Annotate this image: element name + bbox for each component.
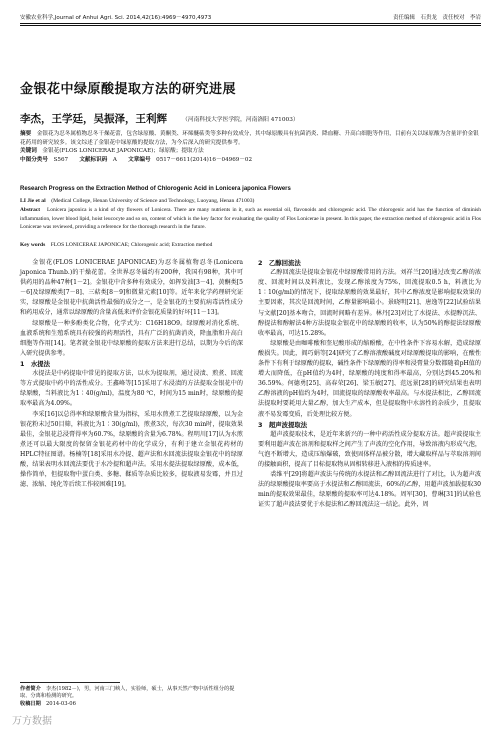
paragraph: 金银花(FLOS LONICERAE JAPONICAE)为忍冬属植物忍冬(Lonicera japonica Thunb.)的干燥花蕾。全世界忍冬属约有200种，我国有98种，其中可供药用的品种47种[1－2]。金银花中含多种有效成分，如挥发油[3－4]、黄酮类[5－6]及绿原酸类[7－8]、三萜类[8－9]和微量元素[10]等。近年来化学药理研究证实，绿原酸是金银花中抗菌活性最强的成分之一，是金银花的主要抗病毒活性成分和药用成分，通常以绿原酸的含量高低来评价金银花质量的好坏[11－13]。 — [20, 259, 243, 317]
received-date-label: 收稿日期 — [20, 700, 41, 707]
english-keywords — [20, 240, 481, 248]
english-abstract — [20, 206, 481, 232]
paragraph: 绿原酸是由咖啡酸和奎尼酸形成的缩酚酸，在中性条件下容易水解，造成绿原酸损失。因此，阎巧娟等[24]研究了乙醇溶液酸碱度对绿原酸提取的影响，在酸性条件下有利于绿原酸的提取，碱性条件下绿原酸的得率和浸膏量分数都随着pH值的增大而降低，在pH值约为4时，绿原酸的纯度和得率最高，分别达到45.20%和36.59%。何德勇[25]、高春荣[26]、梁玉敏[27]、范远景[28]的研究结果也表明乙醇溶液的pH值约为4时，回流提取的绿原酸收率最高。与水提法相比，乙醇回流法提取时要耗用大量乙醇，加大生产成本，但是提取物中水溶性的杂质少，且提取液不易发霉变质，后处理比较方便。 — [258, 339, 481, 418]
abstract-label: 摘要 — [20, 131, 32, 137]
running-header — [20, 10, 481, 24]
section-heading: 2 乙醇回流法 — [258, 259, 301, 267]
right-column — [258, 258, 481, 511]
clc-value: S567 — [53, 156, 69, 163]
english-authors — [20, 196, 254, 204]
english-title: Research Progress on the Extraction Method of Chlorogenic Acid in Lonicera japonica Flowers — [20, 186, 291, 192]
english-keywords-text: FLOS LONICERAE JAPONICAE; Chlorogenic acid; Extraction method — [50, 242, 213, 248]
abstract-text: 金银花为忍冬属植物忍冬干燥花蕾，包含绿原酸、黄酮类、环烯醚萜类等多种有效成分，其中绿原酸具有抗菌消炎、降血糖、升高白细胞等作用，目前有关以绿原酸为含量评价金银花药用的研究较多。该文综述了金银花中绿原酸的提取方法，为今后深入的研究提供参考。 — [20, 131, 479, 146]
doc-code-label: 文献标识码 — [79, 156, 108, 163]
english-affiliation: (Medical College, Henan University of Science and Technology, Luoyang, Henan 471003) — [51, 198, 255, 204]
paragraph: 李采[16]以总得率和绿原酸含量为指标，采用水煎煮工艺提取绿原酸，以为金银花粉末过50目筛，料液比为1∶30(g/ml)，煎煮3次，每次30 min时，提取效果最佳，金银花总浸膏得率为60.7%，绿原酸的含量为6.78%。程明川[17]认为水煎煮还可以最大限度的保留金银花药材中的化学成分，有利于建立金银花药材的HPLC特征图谱。杨楠等[18]采用水冷提、超声法和水回流法提取金银花中的绿原酸，结果表明水回流法要优于水冷提和超声法。采用水提法提取绿原酸，成本低，操作简单，但提取物中蛋白类、多糖、鞣质等杂质比较多，提取液易发霉，并且过滤、浓缩、纯化等后续工作较困难[19]。 — [20, 410, 243, 489]
header-rule-thin — [20, 25, 481, 26]
section-heading: 3 超声波提取法 — [258, 420, 308, 429]
english-abstract-label: Abstract — [20, 207, 41, 213]
keywords-label: 关键词 — [20, 148, 37, 155]
article-no-label: 文章编号 — [128, 156, 151, 163]
abstract-cn — [20, 130, 481, 164]
received-date: 2014-03-06 — [45, 700, 76, 707]
journal-citation: 安徽农业科学,Journal of Anhui Agri. Sci. 2014,42(16):4969－4970,4973 — [20, 15, 212, 21]
section-heading: 1 水提法 — [20, 359, 51, 368]
keywords-text: 金银花(FLOS LONICERAE JAPONICAE)；绿原酸；提取方法 — [42, 148, 204, 155]
english-keywords-label: Key words — [20, 242, 46, 248]
paragraph: 乙醇回流法是提取金银花中绿原酸常用的方法。刘祥兰[20]通过改变乙醇的浓度、回流时间以及料液比，发现乙醇浓度为75%，回流提取0.5 h，料液比为1∶10(g/ml)的情况下，提取绿原酸的效果最好，其中乙醇浓度是影响提取效果的主要因素，其次是回流时间，乙醇量影响最小。景晓明[21]、唐逸等[22]试验结果与文献[20]基本吻合，回流时间略有差异。林丹[23]对比了水提法、水提醇沉法、醇提法和醇解法4种方法提取金银花中的绿原酸的收率，认为50%的醇提法绿原酸收率最高，可达15.28%。 — [258, 269, 481, 337]
left-column — [20, 258, 243, 490]
english-abstract-text: Lonicera japonica is a kind of dry flowers of Lonicera. There are many nutrients in it, such as essential oil, flavonoids and chlorogenic acid. The chlorogenic acid has the function of diminish inflammation, lower blood lipid, hoist leucocyte and so on, content of which is the key factor for evaluating the quality of Flos Lonicerae in present. In this paper, the extraction method of chlorogenic acid in Flos Lonicerae was reviewed, providing a reference for the thorough research in the future. — [20, 207, 481, 231]
author-bio-label: 作者简介 — [20, 686, 41, 692]
editor-info: 责任编辑 石贵龙 责任校对 李岩 — [392, 15, 481, 21]
paragraph: 裘维平[29]将超声波法与传统的水提法和乙醇回流法进行了对比，认为超声波法的绿原酸提取率要高于水提法和乙醇回流法，60%的乙醇，用超声波加载提取30 min的提取效果最佳，绿原酸的提取率可达4.18%。周军[30]、曹琳[31]的试验也证实了超声波法要优于水提法和乙醇回流法这一结论。此外，周 — [258, 471, 481, 509]
article-no-value: 0517－6611(2014)16－04969－02 — [156, 156, 253, 163]
paragraph: 超声波提取技术，是近年来新兴的一种中药活性成分提取方法。超声波提取主要利用超声波在溶剂和提取样之间产生了声波的空化作用，导致溶液内形成气泡，气泡不断增大，造成压缩爆破，致使固体样品被分散，增大藏取样品与萃取溶剂间的接触面积，提高了目标提取物从固相转移进入液相的传质速率。 — [258, 430, 481, 469]
doc-code-value: A — [112, 156, 117, 163]
article-title: 金银花中绿原酸提取方法的研究进展 — [20, 82, 237, 97]
english-author-names: LI Jie et al — [20, 198, 46, 204]
paragraph: 水提法是中药提取中常见的提取方法，以水为提取剂，通过浸渍、煎煮、回流等方式提取中药中的活性成分。王鑫峰等[15]采用了水浸渍的方法提取金银花中的绿原酸，当料液比为1∶40(g/ml)，温度为80 ℃，时间为15 min时，绿原酸的提取率最高为4.09%。 — [20, 370, 243, 408]
affiliation: （河南科技大学医学院，河南洛阳 471003） — [182, 117, 299, 123]
watermark: 万方数据 — [12, 716, 52, 727]
paragraph: 绿原酸是一种多酚类化合物，化学式为：C16H18O9。绿原酸对消化系统、血液系统和生殖系统具有较强的药理活性，具有广泛的抗菌消炎，降血脂和升高白细胞等作用[14]。笔者就金银花中绿原酸的提取方法来进行总结，以期为今后的深入研究提供参考。 — [20, 319, 243, 357]
author-bio: 李杰(1982－)，男，河南三门峡人，实验师，硕士，从事天然产物中活性组分的提取、分离和检测的研究。 — [20, 686, 235, 700]
footnote-rule — [20, 682, 120, 683]
clc-label: 中图分类号 — [20, 156, 48, 163]
authors: 李杰，王学廷，吴振泽，王利辉 — [20, 113, 167, 125]
footnote — [20, 686, 242, 708]
